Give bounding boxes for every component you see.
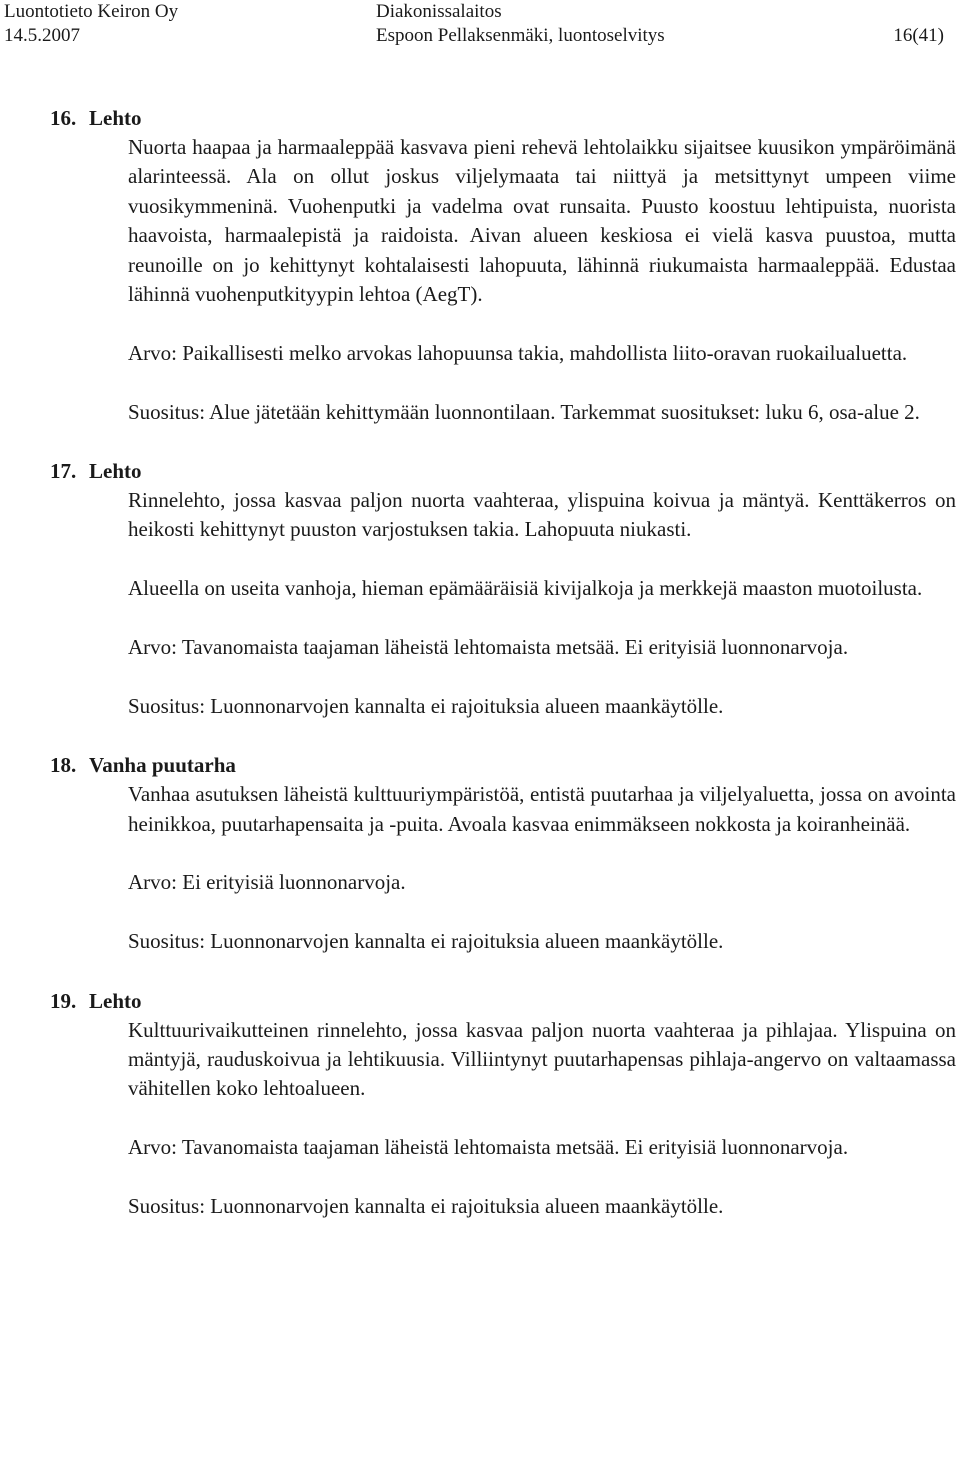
header-project: Espoon Pellaksenmäki, luontoselvitys	[376, 25, 665, 46]
header-date: 14.5.2007	[4, 25, 80, 46]
section-description: Vanhaa asutuksen läheistä kulttuuriympäristöä, entistä puutarhaa ja viljelyaluetta, jossa on avointa heinikkoa, puutarhapensaita ja -puita. Avoala kasvaa enimmäkseen nokkosta ja koiranheinää.	[128, 782, 956, 836]
section-recommendation: Suositus: Luonnonarvojen kannalta ei rajoituksia alueen maankäytölle.	[128, 1194, 724, 1219]
section-number: 19.	[50, 988, 77, 1013]
section-17	[50, 456, 956, 721]
section-recommendation: Suositus: Luonnonarvojen kannalta ei rajoituksia alueen maankäytölle.	[128, 693, 724, 718]
section-title: Lehto	[89, 988, 142, 1013]
section-value: Arvo: Ei erityisiä luonnonarvoja.	[128, 870, 406, 895]
section-title: Lehto	[89, 459, 142, 484]
section-recommendation: Suositus: Luonnonarvojen kannalta ei rajoituksia alueen maankäytölle.	[128, 929, 724, 954]
section-note: Alueella on useita vanhoja, hieman epämääräisiä kivijalkoja ja merkkejä maaston muotoilusta.	[128, 576, 923, 601]
section-19	[50, 986, 956, 1222]
section-heading	[50, 986, 956, 1016]
section-description: Kulttuurivaikutteinen rinnelehto, jossa kasvaa paljon nuorta vaahteraa ja pihlajaa. Ylispuina on mäntyjä, rauduskoivua ja lehtikuusia. Villiintynyt puutarhapensas pihlaja-angervo on valtaamassa vähitellen koko lehtoalueen.	[128, 1017, 956, 1101]
header-client: Diakonissalaitos	[376, 1, 502, 22]
section-description: Rinnelehto, jossa kasvaa paljon nuorta vaahteraa, ylispuina koivua ja mäntyä. Kenttäkerros on heikosti kehittynyt puuston varjostuksen takia. Lahopuuta niukasti.	[128, 488, 956, 542]
page-header	[4, 0, 956, 48]
header-company: Luontotieto Keiron Oy	[4, 1, 179, 22]
document-body	[50, 103, 956, 1221]
section-16	[50, 103, 956, 427]
section-number: 17.	[50, 459, 77, 484]
header-left	[4, 0, 178, 48]
section-heading	[50, 750, 956, 780]
section-heading	[50, 103, 956, 133]
header-middle	[376, 0, 665, 48]
section-number: 16.	[50, 106, 77, 130]
section-title: Lehto	[89, 106, 142, 130]
section-number: 18.	[50, 753, 77, 778]
header-page-number: 16(41)	[893, 25, 944, 46]
section-value: Arvo: Tavanomaista taajaman läheistä lehtomaista metsää. Ei erityisiä luonnonarvoja.	[128, 1135, 849, 1160]
section-18	[50, 750, 956, 956]
section-value: Arvo: Paikallisesti melko arvokas lahopuunsa takia, mahdollista liito-oravan ruokailualuetta.	[128, 340, 908, 365]
section-description: Nuorta haapaa ja harmaaleppää kasvava pieni rehevä lehtolaikku sijaitsee kuusikon ympäröimänä alarinteessä. Ala on ollut joskus viljelymaata tai niittyä ja metsittynyt umpeen viime vuosikymmeninä. Vuohenputki ja vadelma ovat runsaita. Puusto koostuu lehtipuista, nuorista haavoista, harmaalepistä ja raidoista. Aivan alueen keskiosa ei vielä kasva puustoa, mutta reunoille on jo kehittynyt kohtalaisesti lahopuuta, lähinnä riukumaista harmaaleppää. Edustaa lähinnä vuohenputkityypin lehtoa (AegT).	[128, 135, 956, 307]
section-recommendation: Suositus: Alue jätetään kehittymään luonnontilaan. Tarkemmat suositukset: luku 6, osa-alue 2.	[128, 399, 920, 424]
section-value: Arvo: Tavanomaista taajaman läheistä lehtomaista metsää. Ei erityisiä luonnonarvoja.	[128, 635, 849, 660]
section-heading	[50, 456, 956, 486]
section-title: Vanha puutarha	[89, 753, 236, 778]
